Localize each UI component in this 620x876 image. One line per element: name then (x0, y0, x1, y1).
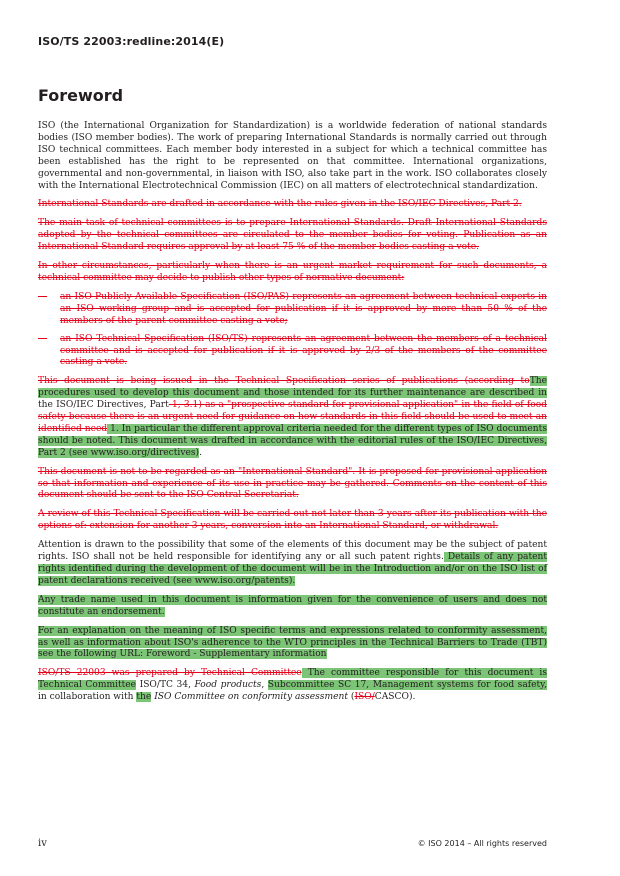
inserted-text: The committee responsible for this document is Technical Committee (38, 668, 547, 691)
paragraph-trade-name (38, 595, 547, 619)
plain-text: the ISO/IEC Directives, Part (38, 400, 169, 411)
deleted-text: an ISO Publicly Available Specification (ISO/PAS) represents an agreement between technical experts in an ISO working group and is accepted for publication if it is approved by more than 50 % of the members of the parent committee casting a vote; (60, 291, 547, 326)
deleted-text: an ISO Technical Specification (ISO/TS) represents an agreement between the members of a technical committee and is accepted for publication if it is approved by 2/3 of the members of the committee casting a vote. (60, 333, 547, 368)
dash-marker: — (38, 291, 48, 302)
foreword-body (38, 121, 547, 711)
deleted-text: This document is not to be regarded as an "International Standard". It is proposed for provisional application so that information and experience of its use in practice may be gathered. Comments on the content of this document should be sent to the ISO Central Secretariat. (38, 466, 547, 501)
plain-text: ISO/TC 34, (136, 680, 195, 691)
deleted-text: International Standards are drafted in accordance with the rules given in the ISO/IEC Directives, Part 2. (38, 199, 522, 210)
plain-text: in collaboration with (38, 692, 137, 703)
inserted-text: For an explanation on the meaning of ISO specific terms and expressions related to conformity assessment, as well as information about ISO's adherence to the WTO principles in the Technical Barriers to Trade (TBT) see the following URL: Foreword - Supplementary information (38, 625, 547, 660)
inserted-text: The procedures used to develop this document and those intended for its further maintenance are described in (38, 376, 547, 399)
italic-text: ISO Committee on conformity assessment (154, 692, 348, 703)
paragraph-patent-rights (38, 540, 547, 588)
deleted-text: 1, 3.1) as a "prospective standard for provisional application" in the field of food safety because there is an urgent need for guidance on how standards in this field should be used to meet an identified need (38, 400, 548, 434)
paragraph-supplementary-info (38, 626, 547, 662)
paragraph-procedures (38, 376, 547, 459)
list-item (38, 334, 547, 370)
inserted-text: Details of any patent rights identified during the development of the document will be in the Introduction and/or on the ISO list of patent declarations received (see www.iso.org/patents). (38, 552, 547, 586)
page-title: Foreword (38, 86, 124, 105)
plain-text: ( (347, 692, 355, 703)
plain-text: . (199, 447, 202, 458)
plain-text: CASCO). (374, 692, 416, 703)
deleted-text: ISO/TS 22003 was prepared by Technical Committee (38, 668, 302, 679)
plain-text: Attention is drawn to the possibility that some of the elements of this document may be the subject of patent rights. ISO shall not be held responsible for identifying any or all such patent rights. (38, 540, 547, 563)
plain-text: , (261, 680, 268, 691)
deleted-bullet-list (38, 292, 547, 369)
paragraph-deleted-other-circumstances (38, 261, 547, 285)
inserted-text: 1. In particular the different approval criteria needed for the different types of ISO documents should be noted. This document was drafted in accordance with the editorial rules of the ISO/IEC Directives, Part 2 (see www.iso.org/directives) (38, 423, 547, 458)
paragraph-deleted-main-task (38, 218, 547, 254)
inserted-text: Subcommittee SC 17, Management systems for food safety, (267, 680, 547, 691)
paragraph-iso-intro: ISO (the International Organization for Standardization) is a worldwide federation of national standards bodies (ISO member bodies). The work of preparing International Standards is normally carried out through ISO technical committees. Each member body interested in a subject for which a technical committee has been established has the right to be represented on that committee. International organizations, governmental and non-governmental, in liaison with ISO, also take part in the work. ISO collaborates closely with the International Electrotechnical Commission (IEC) on all matters of electrotechnical standardization. (38, 121, 547, 191)
inserted-text: the (136, 692, 152, 703)
deleted-text: In other circumstances, particularly when there is an urgent market requirement for such documents, a technical committee may decide to publish other types of normative document: (38, 261, 547, 283)
document-id-header: ISO/TS 22003:redline:2014(E) (38, 35, 225, 48)
copyright-notice: © ISO 2014 – All rights reserved (417, 839, 547, 848)
deleted-text: The main task of technical committees is to prepare International Standards. Draft International Standards adopted by the technical committees are circulated to the member bodies for voting. Publication as an International Standard requires approval by at least 75 % of the member bodies casting a vote. (38, 218, 547, 253)
paragraph-deleted-drafting-rules (38, 199, 547, 211)
deleted-text: A review of this Technical Specification will be carried out not later than 3 years after its publication with the options of: extension for another 3 years, conversion into an International Standard, or withdrawal. (38, 509, 547, 532)
inserted-text: Any trade name used in this document is information given for the convenience of users and does not constitute an endorsement. (38, 594, 547, 617)
paragraph-committee (38, 668, 547, 704)
deleted-text: ISO/ (354, 692, 375, 703)
dash-marker: — (38, 333, 48, 344)
page-number: iv (38, 838, 47, 849)
deleted-text: This document is being issued in the Technical Specification series of publications (according to (38, 376, 530, 387)
paragraph-deleted-not-international-standard (38, 467, 547, 503)
list-item (38, 292, 547, 328)
italic-text: Food products (194, 680, 262, 691)
paragraph-deleted-review (38, 509, 547, 533)
